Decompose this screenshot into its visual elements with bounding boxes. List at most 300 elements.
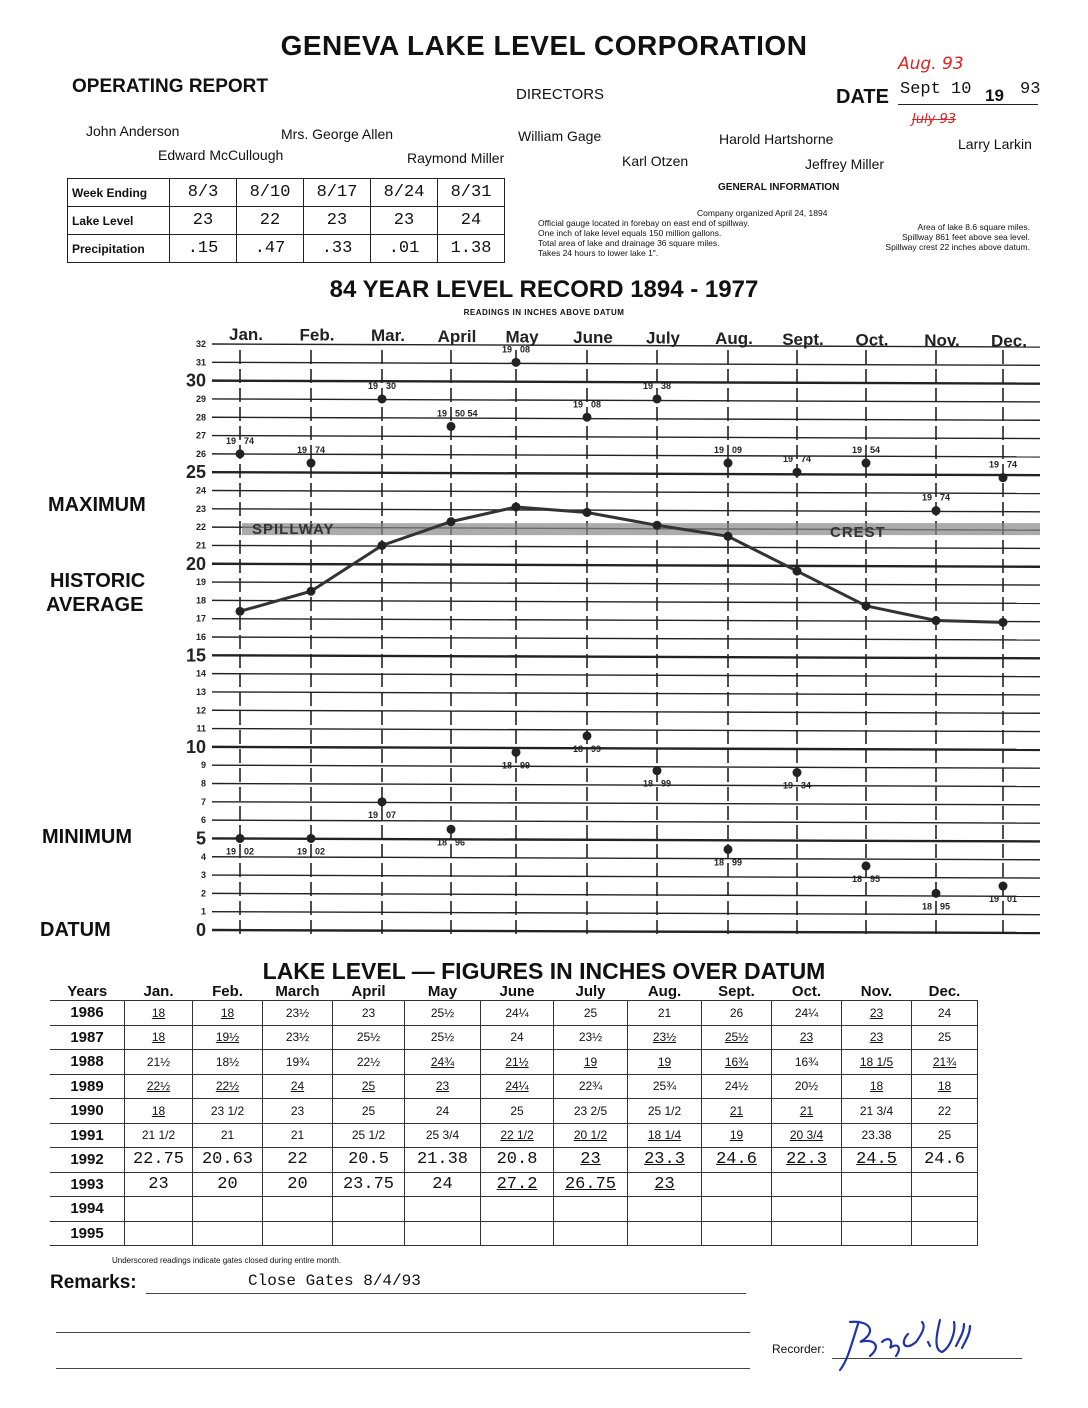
- month-label: Jan.: [228, 325, 264, 344]
- level-cell: [333, 1221, 405, 1246]
- historic-average-point: [653, 521, 662, 530]
- column-header: Dec.: [928, 983, 961, 1000]
- column-header: Feb.: [212, 983, 243, 1000]
- gridline: [212, 710, 1040, 713]
- year-cell: 1995: [50, 1221, 125, 1246]
- historic-average-point: [793, 567, 802, 576]
- maximum-year-label: 30: [386, 380, 397, 391]
- y-tick-label: 28: [195, 412, 206, 423]
- month-label: May: [505, 327, 539, 347]
- level-cell: [912, 1172, 978, 1197]
- level-cell: 23: [405, 1074, 481, 1099]
- level-cell: 25 1/2: [333, 1123, 405, 1148]
- spillway-label: SPILLWAY: [252, 521, 335, 539]
- y-tick-label: 22: [195, 522, 206, 533]
- minimum-year-label: 18: [572, 743, 583, 754]
- level-cell: 23½: [263, 1025, 333, 1050]
- level-cell: 23: [333, 1001, 405, 1026]
- level-cell: [702, 1221, 772, 1246]
- date-year-value: 93: [1020, 80, 1041, 99]
- level-cell: 25: [481, 1099, 554, 1124]
- maximum-year-label: 74: [244, 435, 255, 446]
- level-cell: 18 1/5: [842, 1050, 912, 1075]
- y-tick-label: 15: [185, 645, 206, 666]
- level-cell: 20 3/4: [772, 1123, 842, 1148]
- gridline: [212, 655, 1040, 658]
- underscore-note: Underscored readings indicate gates closed during entire month.: [112, 1256, 342, 1265]
- minimum-year-label: 99: [520, 760, 531, 771]
- general-info-right: Area of lake 8.6 square miles. Spillway 861 feet above sea level. Spillway crest 22 inches above datum.: [885, 222, 1030, 252]
- level-cell: 25½: [333, 1025, 405, 1050]
- y-tick-label: 29: [195, 393, 206, 404]
- y-tick-label: 12: [195, 705, 206, 716]
- level-cell: 22: [263, 1148, 333, 1173]
- maximum-year-label: 74: [801, 454, 812, 465]
- level-cell: 23: [628, 1172, 702, 1197]
- level-cell: 22 1/2: [481, 1123, 554, 1148]
- gridline: [212, 381, 1040, 384]
- gridline: [212, 564, 1040, 567]
- date-value: Sept 10: [900, 80, 972, 99]
- level-cell: 24: [481, 1025, 554, 1050]
- minimum-year-label: 07: [386, 809, 397, 820]
- level-cell: 23: [263, 1099, 333, 1124]
- minimum-point: [307, 834, 316, 843]
- level-cell: [628, 1221, 702, 1246]
- level-cell: 25½: [405, 1025, 481, 1050]
- minimum-year-label: 99: [732, 857, 743, 868]
- average-label: AVERAGE: [46, 594, 144, 616]
- gridline: [212, 729, 1040, 732]
- year-cell: 1986: [50, 1001, 125, 1026]
- recorder-label: Recorder:: [772, 1342, 825, 1356]
- level-cell: 21: [263, 1123, 333, 1148]
- historic-average-point: [307, 587, 316, 596]
- level-cell: 20½: [772, 1074, 842, 1099]
- level-cell: 21: [702, 1099, 772, 1124]
- level-cell: 24.5: [842, 1148, 912, 1173]
- maximum-year-label: 19: [501, 344, 512, 355]
- gridline: [212, 472, 1040, 475]
- general-info-organized: Company organized April 24, 1894: [697, 208, 828, 218]
- level-cell: 21 3/4: [842, 1099, 912, 1124]
- month-label: Oct.: [855, 330, 889, 350]
- precipitation-cell: .33: [304, 235, 371, 263]
- maximum-year-label: 54: [870, 445, 881, 456]
- historic-average-point: [236, 607, 245, 616]
- crest-label: CREST: [830, 524, 886, 542]
- gridline: [212, 912, 1040, 915]
- month-label: Dec.: [991, 331, 1027, 351]
- level-cell: [842, 1172, 912, 1197]
- y-tick-label: 23: [195, 503, 206, 514]
- y-tick-label: 16: [195, 632, 206, 642]
- column-header: Jan.: [143, 983, 174, 1000]
- level-cell: [333, 1197, 405, 1222]
- maximum-point: [724, 459, 733, 468]
- table-row: [50, 1172, 978, 1197]
- maximum-year-label: 19: [988, 459, 999, 470]
- level-cell: [125, 1221, 193, 1246]
- gridline: [212, 784, 1040, 787]
- maximum-year-label: 19: [713, 445, 724, 456]
- level-cell: 22¾: [554, 1074, 628, 1099]
- minimum-point: [862, 861, 871, 870]
- remarks-value: Close Gates 8/4/93: [248, 1272, 421, 1290]
- week-ending-cell: 8/17: [304, 179, 371, 207]
- gridline: [212, 417, 1040, 420]
- minimum-year-label: 01: [1007, 894, 1018, 905]
- level-cell: 21.38: [405, 1148, 481, 1173]
- minimum-year-label: 02: [244, 846, 255, 857]
- y-tick-label: 25: [185, 462, 206, 483]
- gridline: [212, 692, 1040, 695]
- level-cell: 23: [554, 1148, 628, 1173]
- maximum-year-label: 09: [732, 445, 743, 456]
- gridline: [212, 436, 1040, 439]
- month-label: Feb.: [299, 325, 335, 345]
- maximum-point: [999, 473, 1008, 482]
- remarks-line: [56, 1332, 750, 1333]
- minimum-year-label: 96: [455, 837, 466, 848]
- maximum-point: [932, 506, 941, 515]
- lake-level-cell: 24: [438, 207, 505, 235]
- month-label: July: [645, 328, 681, 348]
- y-tick-label: 8: [200, 778, 206, 789]
- gridline: [212, 582, 1040, 585]
- level-cell: 20.63: [193, 1148, 263, 1173]
- level-cell: 16¾: [702, 1050, 772, 1075]
- gridline: [212, 875, 1040, 878]
- maximum-year-label: 19: [225, 435, 236, 446]
- week-ending-cell: 8/31: [438, 179, 505, 207]
- director-name: Larry Larkin: [958, 136, 1032, 152]
- level-cell: 20: [263, 1172, 333, 1197]
- column-header: April: [351, 983, 386, 1000]
- level-cell: 18½: [193, 1050, 263, 1075]
- y-tick-label: 2: [200, 888, 206, 899]
- level-cell: 25: [912, 1025, 978, 1050]
- maximum-year-label: 50 54: [455, 408, 478, 419]
- maximum-year-label: 08: [591, 399, 602, 410]
- minimum-year-label: 02: [315, 846, 326, 857]
- historic-average-point: [862, 601, 871, 610]
- year-cell: 1990: [50, 1099, 125, 1124]
- level-cell: 24.6: [702, 1148, 772, 1173]
- level-cell: 20.5: [333, 1148, 405, 1173]
- level-cell: [912, 1221, 978, 1246]
- y-tick-label: 27: [195, 430, 206, 441]
- precipitation-cell: .01: [371, 235, 438, 263]
- column-header: June: [499, 983, 535, 1000]
- maximum-year-label: 38: [661, 380, 672, 391]
- column-header: May: [427, 983, 458, 1000]
- row-label: Precipitation: [68, 235, 170, 263]
- y-tick-label: 0: [195, 920, 206, 940]
- minimum-year-label: 19: [225, 846, 236, 857]
- y-tick-label: 4: [200, 851, 206, 862]
- maximum-point: [447, 422, 456, 431]
- level-cell: 23½: [628, 1025, 702, 1050]
- director-name: Mrs. George Allen: [281, 126, 394, 142]
- y-tick-label: 3: [200, 870, 206, 881]
- maximum-year-label: 19: [642, 380, 653, 391]
- level-cell: 21½: [481, 1050, 554, 1075]
- level-cell: 25: [333, 1074, 405, 1099]
- level-cell: 24: [405, 1172, 481, 1197]
- level-cell: [772, 1221, 842, 1246]
- level-cell: 18: [125, 1025, 193, 1050]
- minimum-point: [724, 845, 733, 854]
- level-cell: 20.8: [481, 1148, 554, 1173]
- director-name: John Anderson: [86, 123, 180, 139]
- table-row: [50, 1099, 978, 1124]
- lake-table-title: LAKE LEVEL — FIGURES IN INCHES OVER DATUM: [262, 958, 826, 984]
- minimum-point: [932, 889, 941, 898]
- level-cell: 24½: [702, 1074, 772, 1099]
- level-cell: 20: [193, 1172, 263, 1197]
- gridline: [212, 619, 1040, 622]
- lake-level-cell: 22: [237, 207, 304, 235]
- y-tick-label: 21: [195, 540, 206, 551]
- year-cell: 1989: [50, 1074, 125, 1099]
- table-row: [50, 1074, 978, 1099]
- historic-average-point: [583, 508, 592, 517]
- level-cell: 23.38: [842, 1123, 912, 1148]
- level-cell: 21: [193, 1123, 263, 1148]
- y-tick-label: 5: [195, 828, 206, 849]
- gridline: [212, 362, 1040, 365]
- director-name: Harold Hartshorne: [719, 131, 834, 147]
- year-cell: 1994: [50, 1197, 125, 1222]
- y-tick-label: 26: [195, 448, 206, 459]
- remarks-line: [146, 1293, 746, 1294]
- column-header: Years: [67, 983, 108, 1000]
- table-row: [50, 1025, 978, 1050]
- maximum-year-label: 74: [315, 445, 326, 456]
- maximum-year-label: 19: [782, 454, 793, 465]
- minimum-year-label: 95: [870, 873, 881, 884]
- level-cell: [125, 1197, 193, 1222]
- level-cell: 23: [842, 1001, 912, 1026]
- precipitation-cell: 1.38: [438, 235, 505, 263]
- lake-level-cell: 23: [304, 207, 371, 235]
- level-cell: 18 1/4: [628, 1123, 702, 1148]
- historic-average-point: [378, 541, 387, 550]
- maximum-year-label: 19: [572, 399, 583, 410]
- y-axis-labels: [186, 339, 206, 940]
- year-cell: 1993: [50, 1172, 125, 1197]
- gridline: [212, 765, 1040, 768]
- level-cell: [702, 1197, 772, 1222]
- level-cell: 25 3/4: [405, 1123, 481, 1148]
- gridline: [212, 344, 1040, 347]
- chart-title: 84 YEAR LEVEL RECORD 1894 - 1977: [329, 276, 759, 303]
- gridline: [212, 491, 1040, 494]
- gridline: [212, 509, 1040, 512]
- directors-label: DIRECTORS: [516, 86, 605, 103]
- level-cell: 24¼: [772, 1001, 842, 1026]
- maximum-year-label: 74: [1007, 459, 1018, 470]
- minimum-point: [512, 748, 521, 757]
- level-cell: 25 1/2: [628, 1099, 702, 1124]
- minimum-year-label: 18: [642, 778, 653, 789]
- column-header: July: [575, 983, 606, 1000]
- maximum-year-label: 08: [520, 344, 531, 355]
- minimum-year-label: 18: [436, 837, 447, 848]
- y-tick-label: 1: [200, 906, 206, 917]
- lake-level-cell: 23: [170, 207, 237, 235]
- month-label: June: [573, 328, 613, 347]
- maximum-year-label: 74: [940, 492, 951, 503]
- level-cell: 25: [554, 1001, 628, 1026]
- level-cell: 24¼: [481, 1074, 554, 1099]
- recorder-signature: [830, 1312, 980, 1382]
- level-cell: [193, 1221, 263, 1246]
- table-row: [50, 1197, 978, 1222]
- month-label: Aug.: [715, 329, 753, 349]
- precipitation-cell: .47: [237, 235, 304, 263]
- level-cell: 23½: [554, 1025, 628, 1050]
- maximum-label: MAXIMUM: [48, 494, 146, 516]
- precipitation-cell: .15: [170, 235, 237, 263]
- historic-average-point: [447, 517, 456, 526]
- date-year-prefix: 19: [985, 86, 1004, 105]
- level-cell: 18: [125, 1001, 193, 1026]
- maximum-year-label: 19: [436, 408, 447, 419]
- level-cell: 20 1/2: [554, 1123, 628, 1148]
- year-cell: 1987: [50, 1025, 125, 1050]
- minimum-year-label: 18: [501, 760, 512, 771]
- level-cell: 19¾: [263, 1050, 333, 1075]
- gridline: [212, 893, 1040, 896]
- report-label: OPERATING REPORT: [72, 76, 268, 97]
- month-label: Nov.: [924, 331, 960, 350]
- y-tick-label: 9: [200, 760, 206, 771]
- level-cell: [628, 1197, 702, 1222]
- table-row: [50, 1001, 978, 1026]
- level-cell: 19: [628, 1050, 702, 1075]
- historic-average-point: [724, 532, 733, 541]
- minimum-point: [583, 731, 592, 740]
- red-struck-date: July 93: [912, 112, 957, 127]
- level-cell: 23: [842, 1025, 912, 1050]
- minimum-year-label: 19: [782, 780, 793, 791]
- minimum-point: [236, 834, 245, 843]
- y-tick-label: 18: [195, 595, 206, 606]
- level-cell: 21: [628, 1001, 702, 1026]
- level-cell: 23 1/2: [193, 1099, 263, 1124]
- director-name: Raymond Miller: [407, 150, 505, 166]
- week-ending-cell: 8/10: [237, 179, 304, 207]
- level-cell: 24: [405, 1099, 481, 1124]
- level-cell: 21¾: [912, 1050, 978, 1075]
- level-cell: 16¾: [772, 1050, 842, 1075]
- minimum-point: [447, 825, 456, 834]
- column-header: Sept.: [718, 983, 755, 1000]
- level-cell: 22½: [193, 1074, 263, 1099]
- level-cell: [193, 1197, 263, 1222]
- minimum-year-label: 99: [591, 743, 602, 754]
- minimum-year-label: 34: [801, 780, 812, 791]
- y-tick-label: 19: [195, 577, 206, 588]
- level-cell: 25: [333, 1099, 405, 1124]
- level-cell: [405, 1197, 481, 1222]
- level-cell: 24: [912, 1001, 978, 1026]
- minimum-year-label: 18: [713, 857, 724, 868]
- y-tick-label: 6: [200, 815, 206, 826]
- maximum-point: [512, 358, 521, 367]
- level-cell: 23: [772, 1025, 842, 1050]
- column-header: Oct.: [791, 983, 822, 1000]
- level-cell: [554, 1221, 628, 1246]
- level-cell: 18: [125, 1099, 193, 1124]
- level-cell: 19: [554, 1050, 628, 1075]
- chart-subtitle: READINGS IN INCHES ABOVE DATUM: [463, 308, 625, 317]
- year-cell: 1988: [50, 1050, 125, 1075]
- month-label: April: [437, 326, 477, 346]
- gridline: [212, 600, 1040, 603]
- week-ending-cell: 8/24: [371, 179, 438, 207]
- gridline: [212, 930, 1040, 933]
- level-cell: 22½: [125, 1074, 193, 1099]
- minimum-year-label: 19: [296, 846, 307, 857]
- gridline: [212, 454, 1040, 457]
- y-tick-label: 32: [195, 339, 206, 349]
- level-cell: 25½: [702, 1025, 772, 1050]
- table-header-row: [50, 978, 978, 1001]
- maximum-year-label: 19: [296, 445, 307, 456]
- level-cell: [554, 1197, 628, 1222]
- level-cell: 21 1/2: [125, 1123, 193, 1148]
- remarks-label: Remarks:: [50, 1272, 137, 1293]
- remarks-line: [56, 1368, 750, 1369]
- maximum-year-label: 19: [921, 492, 932, 503]
- y-tick-label: 17: [195, 613, 206, 624]
- historic-average-point: [999, 618, 1008, 627]
- red-date-note: Aug. 93: [898, 54, 964, 74]
- level-cell: 18: [842, 1074, 912, 1099]
- y-tick-label: 14: [195, 668, 206, 679]
- lake-level-cell: 23: [371, 207, 438, 235]
- row-label: Lake Level: [68, 207, 170, 235]
- maximum-series: [226, 344, 1017, 515]
- y-tick-label: 13: [195, 686, 206, 697]
- level-cell: 26.75: [554, 1172, 628, 1197]
- level-cell: 25½: [405, 1001, 481, 1026]
- table-row: [50, 1221, 978, 1246]
- level-cell: [481, 1221, 554, 1246]
- level-cell: [702, 1172, 772, 1197]
- date-label: DATE: [836, 86, 889, 108]
- maximum-year-label: 19: [367, 380, 378, 391]
- minimum-year-label: 18: [851, 873, 862, 884]
- page-title: GENEVA LAKE LEVEL CORPORATION: [280, 30, 808, 61]
- director-name: Karl Otzen: [622, 153, 689, 169]
- y-tick-label: 20: [185, 553, 206, 574]
- level-cell: 22.3: [772, 1148, 842, 1173]
- director-name: William Gage: [518, 128, 602, 144]
- table-row: [50, 1123, 978, 1148]
- level-cell: 21: [772, 1099, 842, 1124]
- y-tick-label: 10: [185, 736, 206, 757]
- maximum-point: [236, 449, 245, 458]
- gridline: [212, 637, 1040, 640]
- minimum-point: [793, 768, 802, 777]
- maximum-point: [378, 394, 387, 403]
- minimum-year-label: 19: [367, 809, 378, 820]
- row-label: Week Ending: [68, 179, 170, 207]
